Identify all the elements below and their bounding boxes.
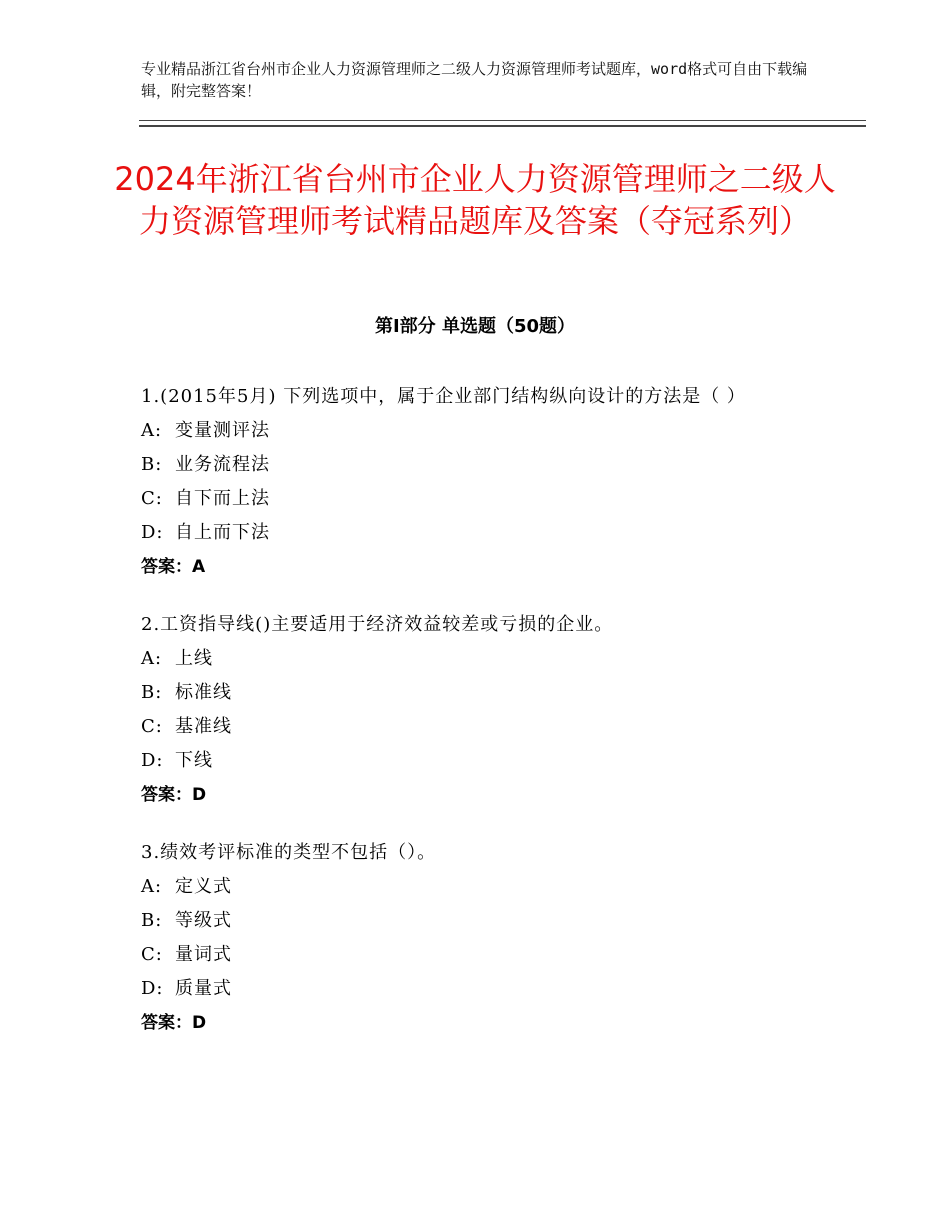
option-a: [141, 646, 821, 680]
option-text: 质量式: [175, 978, 232, 999]
question-stem: 1.(2015年5月) 下列选项中，属于企业部门结构纵向设计的方法是（ ）: [141, 386, 746, 407]
question-list: [141, 384, 821, 1068]
option-b: [141, 908, 821, 942]
option-d: [141, 748, 821, 782]
header-divider: [139, 120, 866, 127]
option-text: 自下而上法: [175, 488, 270, 509]
option-a: [141, 418, 821, 452]
option-text: 量词式: [175, 944, 232, 965]
option-key: D:: [141, 750, 164, 771]
option-key: C:: [141, 944, 163, 965]
question-item: [141, 612, 821, 808]
option-text: 业务流程法: [175, 454, 270, 475]
option-text: 基准线: [175, 716, 232, 737]
option-b: [141, 452, 821, 486]
option-c: [141, 714, 821, 748]
answer-label: 答案：D: [141, 785, 207, 805]
option-key: C:: [141, 488, 163, 509]
option-a: [141, 874, 821, 908]
option-text: 定义式: [175, 876, 232, 897]
answer-label: 答案：D: [141, 1013, 207, 1033]
option-text: 自上而下法: [175, 522, 270, 543]
document-title: 2024年浙江省台州市企业人力资源管理师之二级人力资源管理师考试精品题库及答案（夺冠系列）: [114, 160, 836, 240]
option-d: [141, 976, 821, 1010]
option-text: 变量测评法: [175, 420, 270, 441]
option-key: D:: [141, 978, 164, 999]
option-text: 上线: [175, 648, 213, 669]
option-text: 等级式: [175, 910, 232, 931]
option-key: B:: [141, 454, 163, 475]
question-stem: 2.工资指导线()主要适用于经济效益较差或亏损的企业。: [141, 614, 614, 635]
question-item: [141, 384, 821, 580]
option-b: [141, 680, 821, 714]
header-note: 专业精品浙江省台州市企业人力资源管理师之二级人力资源管理师考试题库，word格式可自由下载编辑，附完整答案！: [141, 60, 808, 100]
option-text: 下线: [175, 750, 213, 771]
option-key: C:: [141, 716, 163, 737]
option-key: A:: [141, 876, 163, 897]
option-key: B:: [141, 682, 163, 703]
option-key: A:: [141, 648, 163, 669]
option-c: [141, 486, 821, 520]
answer-label: 答案：A: [141, 557, 206, 577]
option-c: [141, 942, 821, 976]
question-item: [141, 840, 821, 1036]
option-key: B:: [141, 910, 163, 931]
option-key: D:: [141, 522, 164, 543]
option-text: 标准线: [175, 682, 232, 703]
option-key: A:: [141, 420, 163, 441]
section-title: 第Ⅰ部分 单选题（50题）: [374, 316, 575, 337]
option-d: [141, 520, 821, 554]
question-stem: 3.绩效考评标准的类型不包括（）。: [141, 842, 437, 863]
